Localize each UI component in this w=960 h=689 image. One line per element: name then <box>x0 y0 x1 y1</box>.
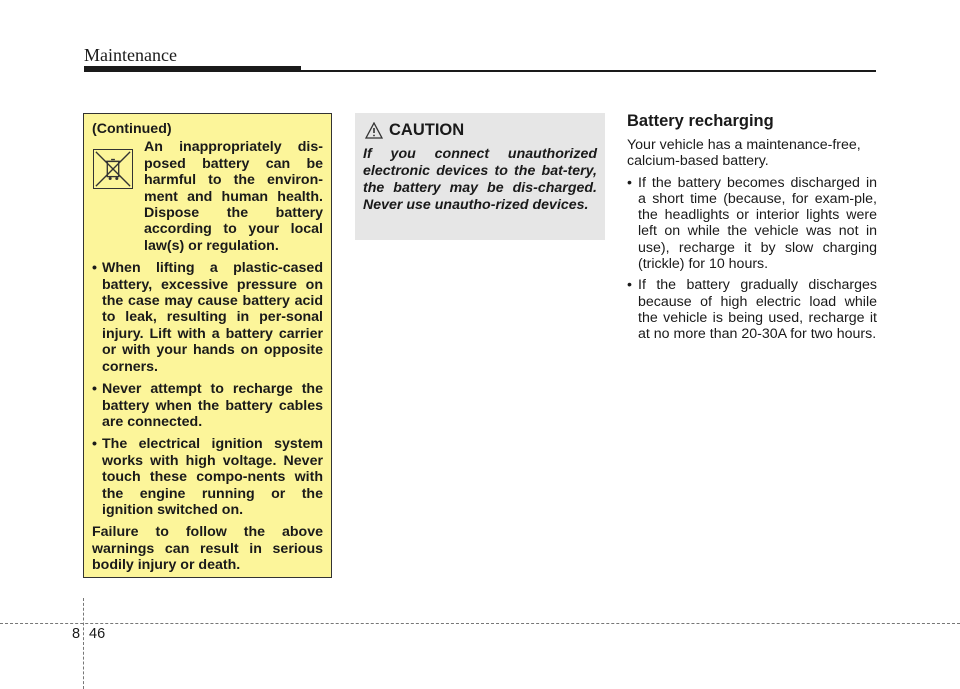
recharging-intro: Your vehicle has a maintenance-free, calcium-based battery. <box>627 137 861 170</box>
warning-final: Failure to follow the above warnings can result in serious bodily injury or death. <box>92 524 323 574</box>
caution-text: If you connect unauthorized electronic devices to the bat-tery, the battery may be dis-charged. Never use unautho-rized devices. <box>363 146 597 213</box>
disposal-text: An inappropriately dis-posed battery can be harmful to the environ-ment and human health. Dispose the battery according to your local law(s) or regulation. <box>144 139 323 254</box>
continued-label: (Continued) <box>92 121 172 137</box>
crossed-out-battery-bin-icon <box>93 149 133 189</box>
header-rule-thick <box>84 66 301 72</box>
recharging-list <box>627 175 877 343</box>
warning-item: • The electrical ignition system works with high voltage. Never touch these compo-nents with the engine running or the ignition switched on. <box>92 436 323 518</box>
header-rule-thin <box>301 70 876 72</box>
recharging-item: • If the battery gradually discharges because of high electric load while the vehicle is being used, recharge it at no more than 20-30A for two hours. <box>627 277 877 342</box>
footer-divider <box>0 623 960 624</box>
recharging-item: • If the battery becomes discharged in a short time (because, for exam-ple, the headlights or interior lights were left on while the vehicle was not in use), recharge it by slow charging (trickle) for 10 hours. <box>627 175 877 273</box>
caution-box <box>355 113 605 240</box>
disposal-notice <box>92 139 323 254</box>
recharging-heading: Battery recharging <box>627 112 774 130</box>
caution-title: CAUTION <box>389 121 465 139</box>
warning-item: • When lifting a plastic-cased battery, excessive pressure on the case may cause battery acid to leak, resulting in per-sonal injury. Lift with a battery carrier or with your hands on opposite corners. <box>92 260 323 375</box>
chapter-number: 8 <box>72 626 81 642</box>
footer-vertical-divider <box>83 598 84 689</box>
section-title: Maintenance <box>84 45 177 65</box>
battery-recharging-section <box>627 112 877 348</box>
page-number: 46 <box>89 626 106 642</box>
warning-triangle-icon <box>365 122 383 139</box>
caution-header <box>363 121 597 140</box>
warning-list <box>92 260 323 518</box>
warning-box <box>83 113 332 578</box>
warning-item: • Never attempt to recharge the battery when the battery cables are connected. <box>92 381 323 430</box>
